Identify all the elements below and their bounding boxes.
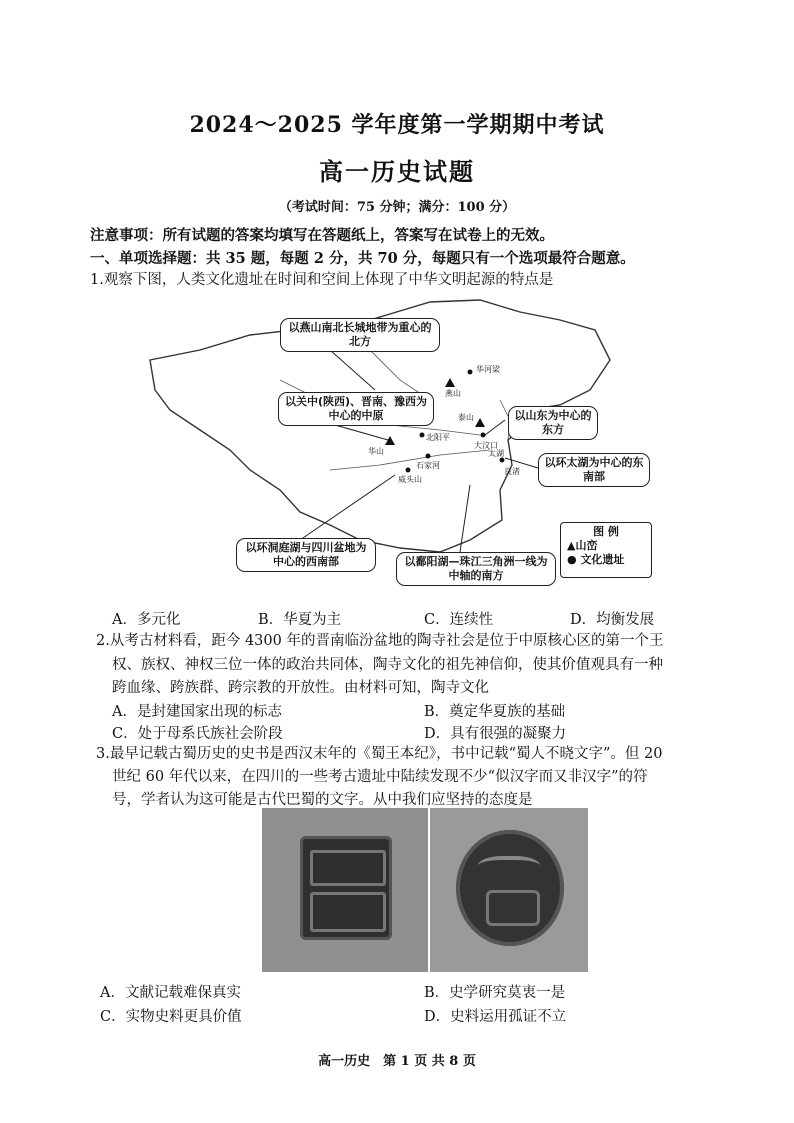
- map-label: 华河梁: [476, 365, 500, 374]
- notice: 注意事项：所有试题的答案均填写在答题纸上，答案写在试卷上的无效。: [90, 227, 554, 244]
- q1-option-c: C．连续性: [424, 612, 494, 628]
- q2-line-2: 权、族权、神权三位一体的政治共同体，陶寺文化的祖先神信仰，使其价值观具有一种: [112, 657, 663, 673]
- map-label: 北阳平: [426, 433, 450, 442]
- exam-title: 2024～2025 学年度第一学期期中考试: [189, 112, 605, 138]
- round-seal-photo: [430, 808, 588, 972]
- subject-title: 高一历史试题: [319, 157, 475, 186]
- map-box-southwest: 以环洞庭湖与四川盆地为中心的西南部: [236, 538, 376, 572]
- q1-option-b: B．华夏为主: [258, 612, 342, 628]
- legend-title: 图 例: [593, 525, 619, 538]
- map-label: 华山: [368, 447, 384, 456]
- q3-line-2: 世纪 60 年代以来，在四川的一些考古遗址中陆续发现不少“似汉字而又非汉字”的符: [112, 769, 648, 785]
- q1-option-a: A．多元化: [112, 612, 181, 628]
- section-heading: 一、单项选择题：共 35 题，每题 2 分，共 70 分，每题只有一个选项最符合题意。: [90, 250, 635, 267]
- map-label: 良渚: [504, 467, 520, 476]
- square-seal-photo: [262, 808, 428, 972]
- site-dot-icon: ●: [567, 553, 581, 566]
- map-box-south: 以鄱阳湖—珠江三角洲一线为中轴的南方: [396, 552, 556, 586]
- map-box-southeast: 以环太湖为中心的东南部: [538, 453, 650, 487]
- square-seal: [300, 836, 392, 940]
- bronze-seals-photo: [262, 808, 588, 972]
- legend-mountain: ▲山峦: [567, 539, 598, 552]
- map-box-east: 以山东为中心的东方: [508, 406, 598, 440]
- q2-option-b: B．奠定华夏族的基础: [424, 704, 566, 720]
- map-label: 太湖: [488, 449, 504, 458]
- q2-option-d: D．具有很强的凝聚力: [424, 726, 567, 742]
- map-label: 石家河: [416, 461, 440, 470]
- q3-option-b: B．史学研究莫衷一是: [424, 985, 566, 1001]
- legend-site: ● 文化遗址: [567, 553, 625, 566]
- q1-option-d: D．均衡发展: [570, 612, 655, 628]
- map-label: 泰山: [458, 413, 474, 422]
- page-footer: 高一历史 第 1 页 共 8 页: [318, 1054, 476, 1069]
- map-legend: [560, 522, 652, 578]
- q3-option-c: C．实物史料更具价值: [100, 1009, 242, 1025]
- map-label: 威头山: [398, 475, 422, 484]
- q3-option-d: D．史料运用孤证不立: [424, 1009, 567, 1025]
- q2-line-1: 2.从考古材料看，距今 4300 年的晋南临汾盆地的陶寺社会是位于中原核心区的第一个王: [96, 633, 664, 649]
- map-label: 燕山: [445, 389, 461, 398]
- china-map-figure: [140, 290, 660, 590]
- q2-line-3: 跨血缘、跨族群、跨宗教的开放性。由材料可知，陶寺文化: [112, 680, 489, 696]
- q3-line-3: 号，学者认为这可能是古代巴蜀的文字。从中我们应坚持的态度是: [112, 792, 533, 808]
- q3-line-1: 3.最早记载古蜀历史的史书是西汉末年的《蜀王本纪》，书中记载“蜀人不晓文字”。但 20: [96, 746, 663, 762]
- map-box-central: 以关中(陕西)、晋南、豫西为中心的中原: [278, 392, 434, 426]
- round-seal: [456, 830, 564, 946]
- question-1-stem: 1.观察下图，人类文化遗址在时间和空间上体现了中华文明起源的特点是: [90, 272, 554, 288]
- mountain-icon: ▲: [567, 539, 576, 552]
- map-box-north: 以燕山南北长城地带为重心的北方: [280, 318, 440, 352]
- q2-option-a: A．是封建国家出现的标志: [112, 704, 282, 720]
- q3-option-a: A．文献记载难保真实: [100, 985, 241, 1001]
- exam-info: （考试时间：75 分钟；满分：100 分）: [278, 200, 516, 215]
- map-label: 大汶口: [474, 441, 498, 450]
- q2-option-c: C．处于母系氏族社会阶段: [112, 726, 283, 742]
